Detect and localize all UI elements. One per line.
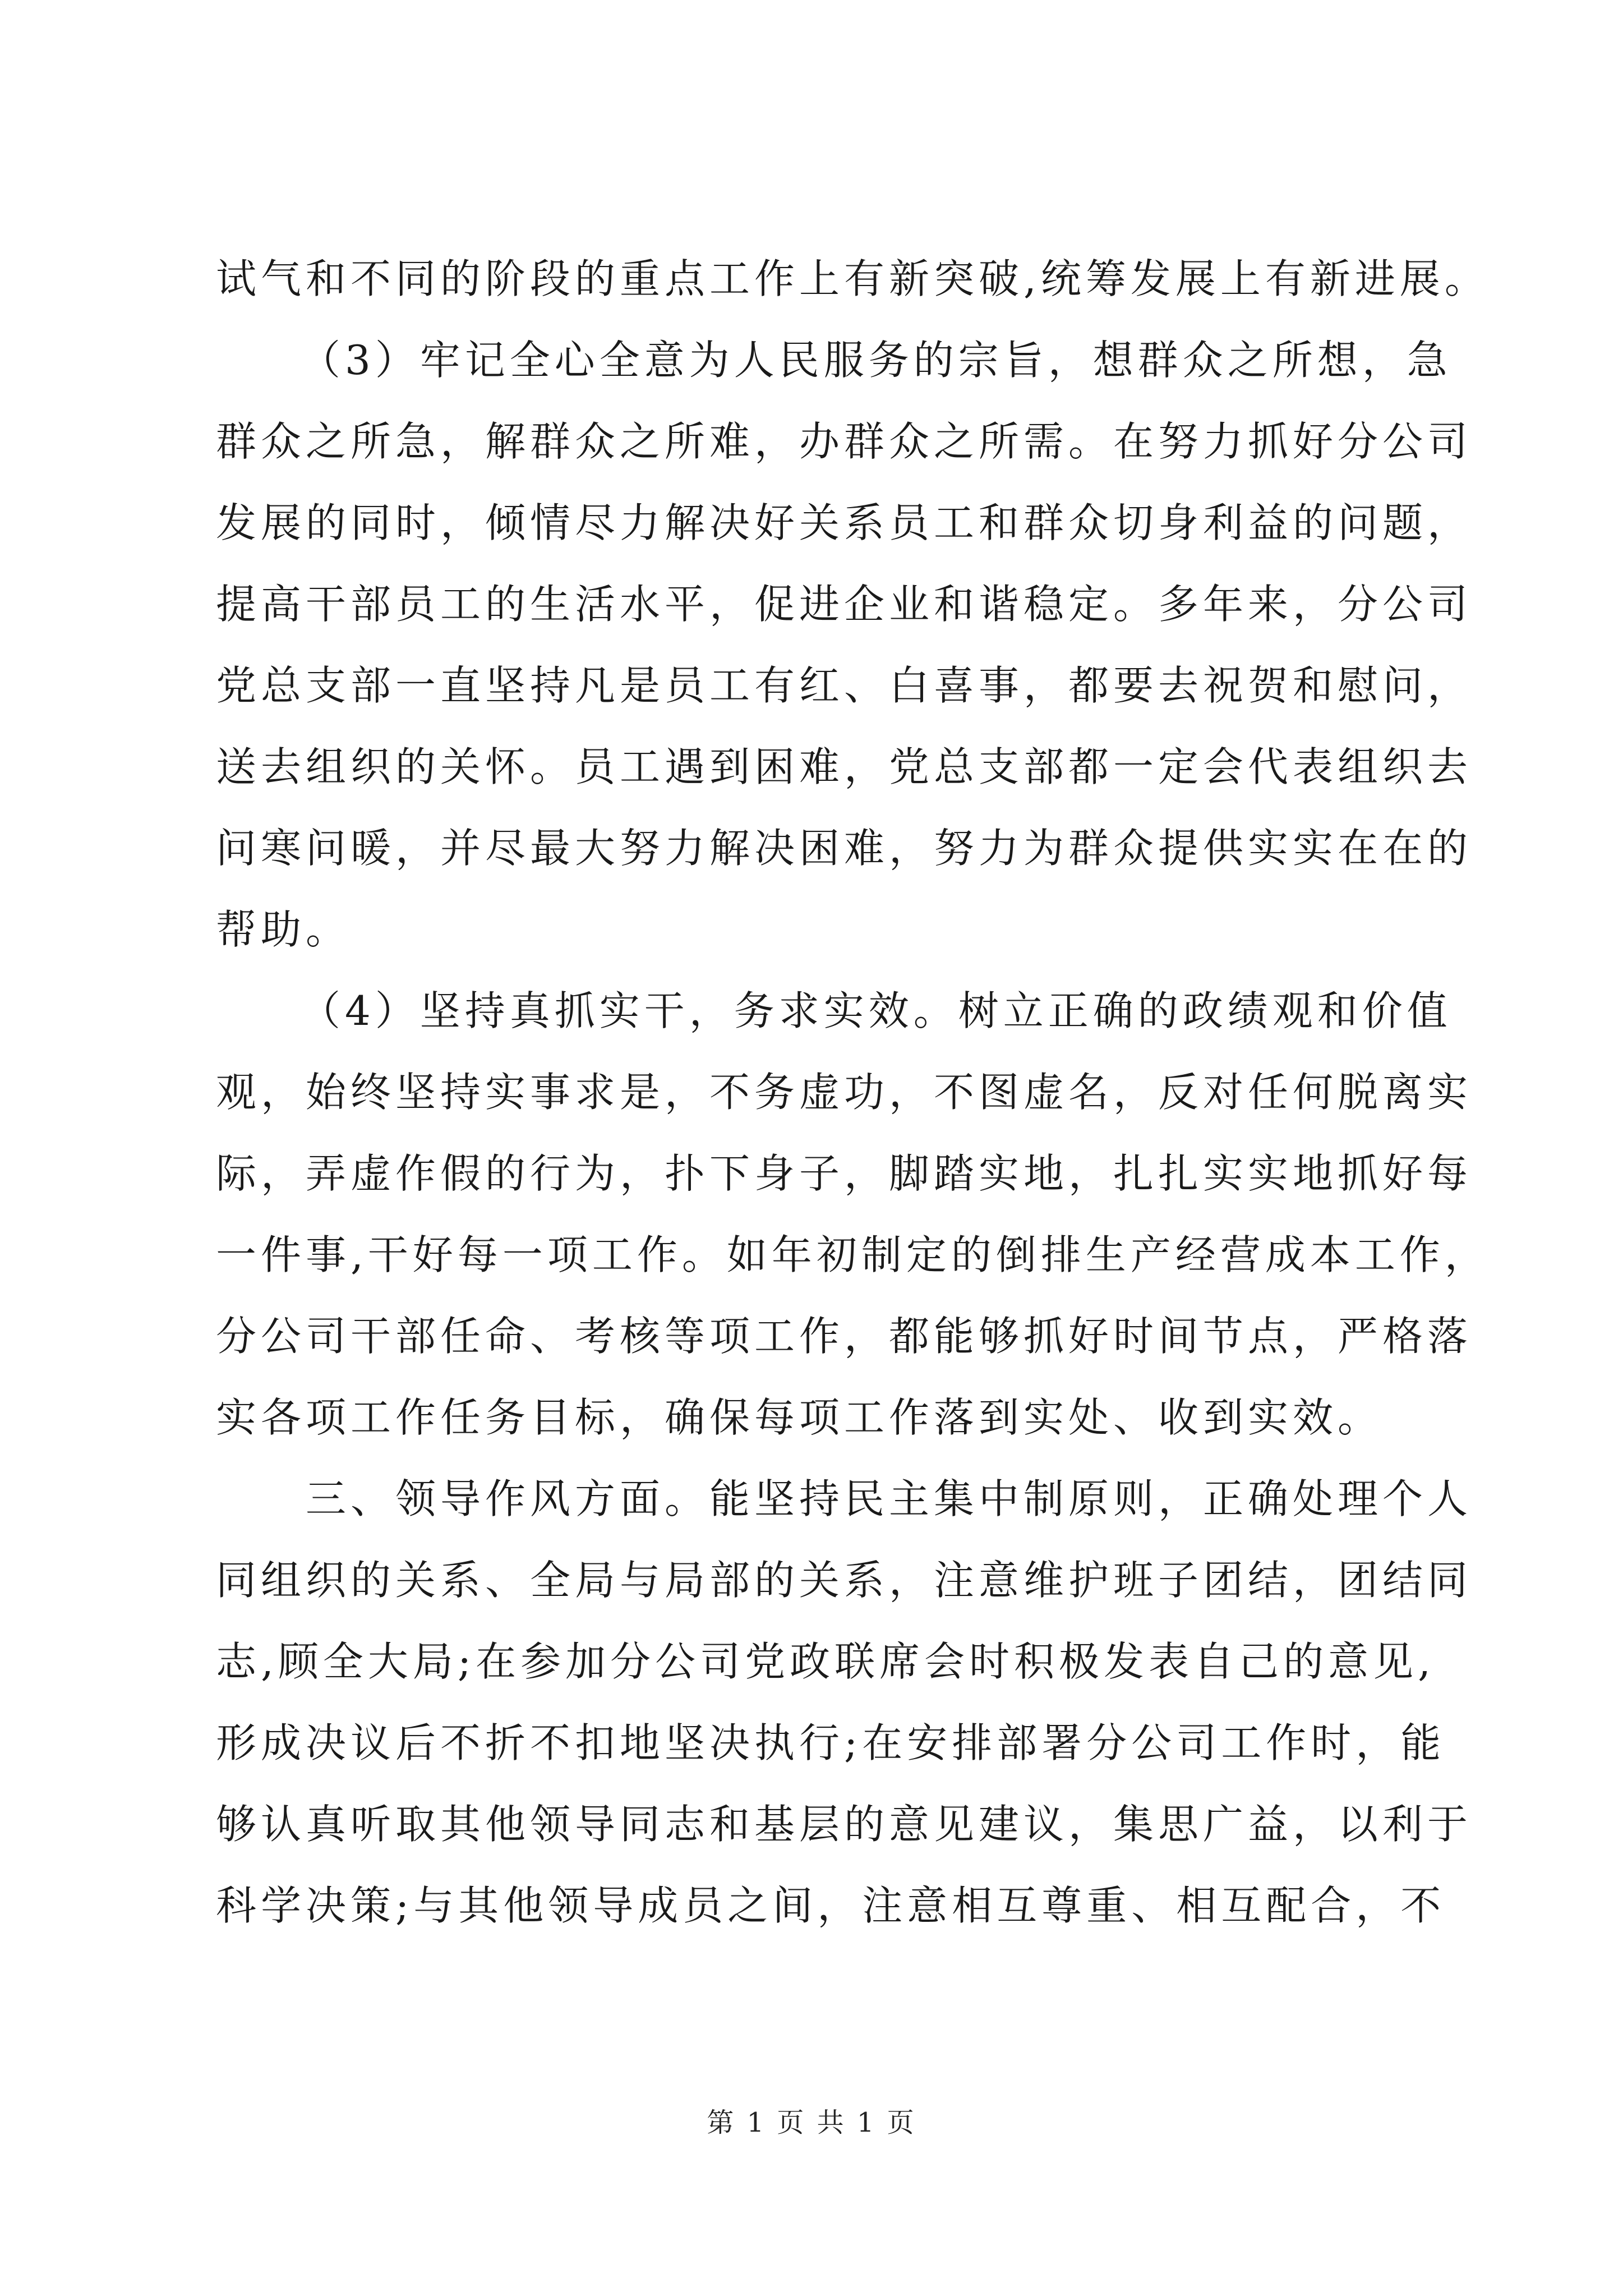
text-line: 分公司干部任命、考核等项工作，都能够抓好时间节点，严格落	[216, 1313, 1473, 1360]
text-line: 发展的同时，倾情尽力解决好关系员工和群众切身利益的问题，	[216, 499, 1473, 546]
text-line: 实各项工作任务目标，确保每项工作落到实处、收到实效。	[216, 1394, 1383, 1441]
text-line: 形成决议后不折不扣地坚决执行;在安排部署分公司工作时，能	[216, 1719, 1446, 1766]
text-line: 帮助。	[216, 906, 351, 953]
text-line: 够认真听取其他领导同志和基层的意见建议，集思广益，以利于	[216, 1801, 1473, 1848]
text-line: 问寒问暖，并尽最大努力解决困难，努力为群众提供实实在在的	[216, 825, 1473, 872]
document-body	[216, 238, 1490, 1947]
text-line: 试气和不同的阶段的重点工作上有新突破,统筹发展上有新进展。	[216, 255, 1490, 302]
text-line: 观，始终坚持实事求是，不务虚功，不图虚名，反对任何脱离实	[216, 1069, 1473, 1116]
text-line: 提高干部员工的生活水平，促进企业和谐稳定。多年来，分公司	[216, 581, 1473, 628]
text-line: 同组织的关系、全局与局部的关系，注意维护班子团结，团结同	[216, 1557, 1473, 1604]
text-line: 际，弄虚作假的行为，扑下身子，脚踏实地，扎扎实实地抓好每	[216, 1150, 1473, 1197]
text-line: 一件事,干好每一项工作。如年初制定的倒排生产经营成本工作，	[216, 1231, 1490, 1278]
text-line: 志,顾全大局;在参加分公司党政联席会时积极发表自己的意见,	[216, 1638, 1436, 1685]
text-line: （4）坚持真抓实干，务求实效。树立正确的政绩观和价值	[300, 987, 1452, 1034]
text-line: （3）牢记全心全意为人民服务的宗旨，想群众之所想，急	[300, 337, 1452, 384]
text-line: 党总支部一直坚持凡是员工有红、白喜事，都要去祝贺和慰问，	[216, 662, 1473, 709]
text-line: 三、领导作风方面。能坚持民主集中制原则，正确处理个人	[306, 1475, 1473, 1522]
text-line: 科学决策;与其他领导成员之间，注意相互尊重、相互配合，不	[216, 1882, 1446, 1929]
text-line: 送去组织的关怀。员工遇到困难，党总支部都一定会代表组织去	[216, 743, 1473, 790]
text-line: 群众之所急，解群众之所难，办群众之所需。在努力抓好分公司	[216, 418, 1473, 465]
page-footer: 第 1 页 共 1 页	[707, 2107, 916, 2138]
